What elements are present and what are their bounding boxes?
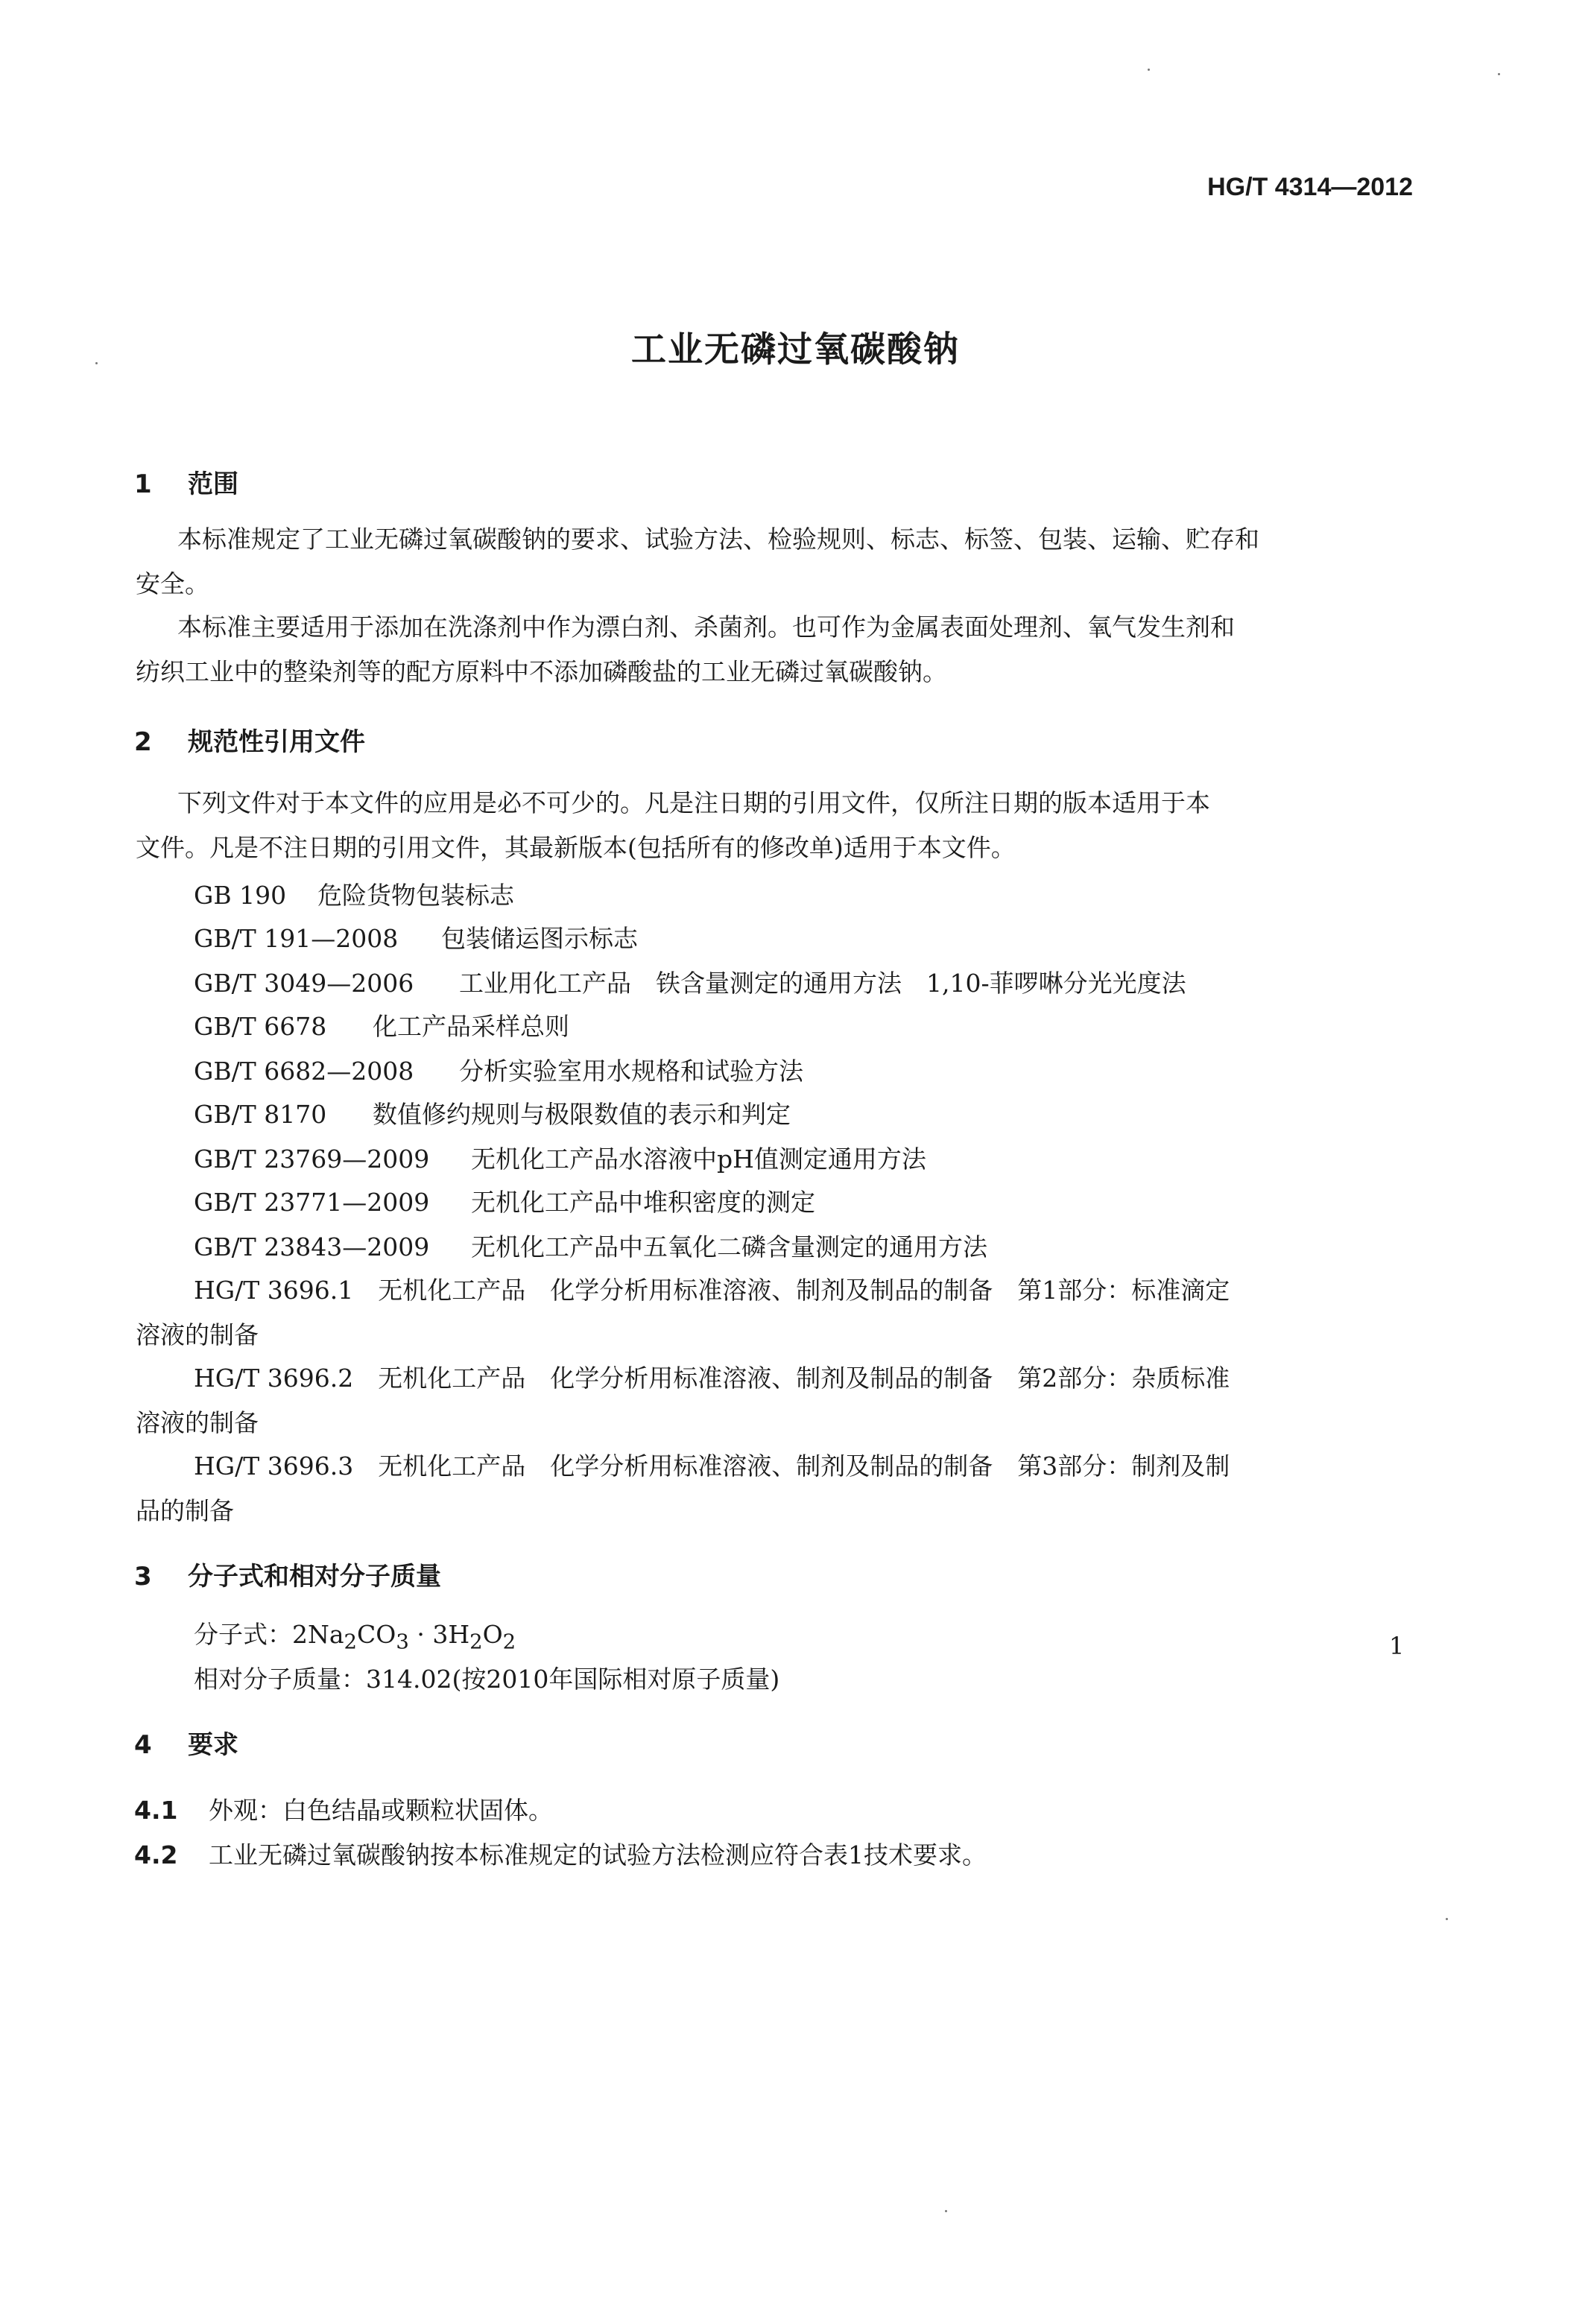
reference-item: GB/T 3049—2006 工业用化工产品 铁含量测定的通用方法 1,10-菲啰啉分光光度法 (194, 969, 1186, 998)
reference-item: GB/T 191—2008 包装储运图示标志 (194, 924, 638, 953)
reference-item: GB/T 8170 数值修约规则与极限数值的表示和判定 (194, 1100, 791, 1129)
section-title: 要求 (188, 1730, 238, 1760)
section-number: 4 (134, 1730, 152, 1760)
hg-reference-line1: HG/T 3696.3 无机化工产品 化学分析用标准溶液、制剂及制品的制备 第3部分：制剂及制 (194, 1451, 1230, 1481)
scope-p2-line1: 本标准主要适用于添加在洗涤剂中作为漂白剂、杀菌剂。也可作为金属表面处理剂、氧气发生剂和 (177, 612, 1235, 642)
scan-speck (945, 2210, 947, 2212)
section-3-heading (134, 1556, 441, 1592)
reference-item: GB/T 23769—2009 无机化工产品水溶液中pH值测定通用方法 (194, 1144, 926, 1174)
reference-item: GB/T 6682—2008 分析实验室用水规格和试验方法 (194, 1057, 803, 1086)
section-title: 范围 (188, 469, 238, 499)
scan-speck (1498, 73, 1500, 75)
hg-reference-line2: 溶液的制备 (136, 1320, 259, 1349)
scan-speck (1148, 69, 1150, 71)
section-2-heading (134, 721, 365, 758)
reference-item: GB/T 23771—2009 无机化工产品中堆积密度的测定 (194, 1188, 815, 1217)
section-number: 2 (134, 727, 152, 757)
section-title: 分子式和相对分子质量 (188, 1562, 441, 1592)
section-number: 1 (134, 469, 152, 499)
scope-p2-line2: 纺织工业中的整染剂等的配方原料中不添加磷酸盐的工业无磷过氧碳酸钠。 (136, 657, 947, 686)
clause-4-2: 4.2 工业无磷过氧碳酸钠按本标准规定的试验方法检测应符合表1技术要求。 (134, 1840, 987, 1869)
scope-p1-line2: 安全。 (136, 569, 209, 598)
reference-item: GB 190 危险货物包装标志 (194, 881, 514, 910)
standard-number: HG/T 4314—2012 (1207, 173, 1413, 201)
scan-speck (95, 362, 98, 364)
normative-intro-line2: 文件。凡是不注日期的引用文件，其最新版本(包括所有的修改单)适用于本文件。 (136, 833, 1016, 862)
scan-speck (1446, 1918, 1448, 1920)
section-1-heading (134, 463, 238, 500)
page-number: 1 (1389, 1632, 1405, 1660)
hg-reference-line1: HG/T 3696.1 无机化工产品 化学分析用标准溶液、制剂及制品的制备 第1部分：标准滴定 (194, 1276, 1230, 1305)
hg-reference-line1: HG/T 3696.2 无机化工产品 化学分析用标准溶液、制剂及制品的制备 第2部分：杂质标准 (194, 1364, 1230, 1393)
scope-p1-line1: 本标准规定了工业无磷过氧碳酸钠的要求、试验方法、检验规则、标志、标签、包装、运输、贮存和 (177, 525, 1259, 554)
reference-item: GB/T 6678 化工产品采样总则 (194, 1012, 569, 1041)
normative-intro-line1: 下列文件对于本文件的应用是必不可少的。凡是注日期的引用文件，仅所注日期的版本适用于本 (177, 788, 1210, 817)
hg-reference-line2: 品的制备 (136, 1496, 234, 1525)
document-title: 工业无磷过氧碳酸钠 (631, 329, 960, 370)
reference-item: GB/T 23843—2009 无机化工产品中五氧化二磷含量测定的通用方法 (194, 1232, 987, 1261)
section-4-heading (134, 1724, 238, 1761)
section-number: 3 (134, 1562, 152, 1592)
molecular-formula: 分子式：$2Na_2CO_3 \cdot 3H_2O_2$ (194, 1620, 516, 1654)
molecular-mass: 相对分子质量：314.02(按2010年国际相对原子质量) (194, 1665, 780, 1694)
section-title: 规范性引用文件 (188, 727, 365, 757)
clause-4-1: 4.1 外观：白色结晶或颗粒状固体。 (134, 1796, 553, 1825)
hg-reference-line2: 溶液的制备 (136, 1408, 259, 1437)
